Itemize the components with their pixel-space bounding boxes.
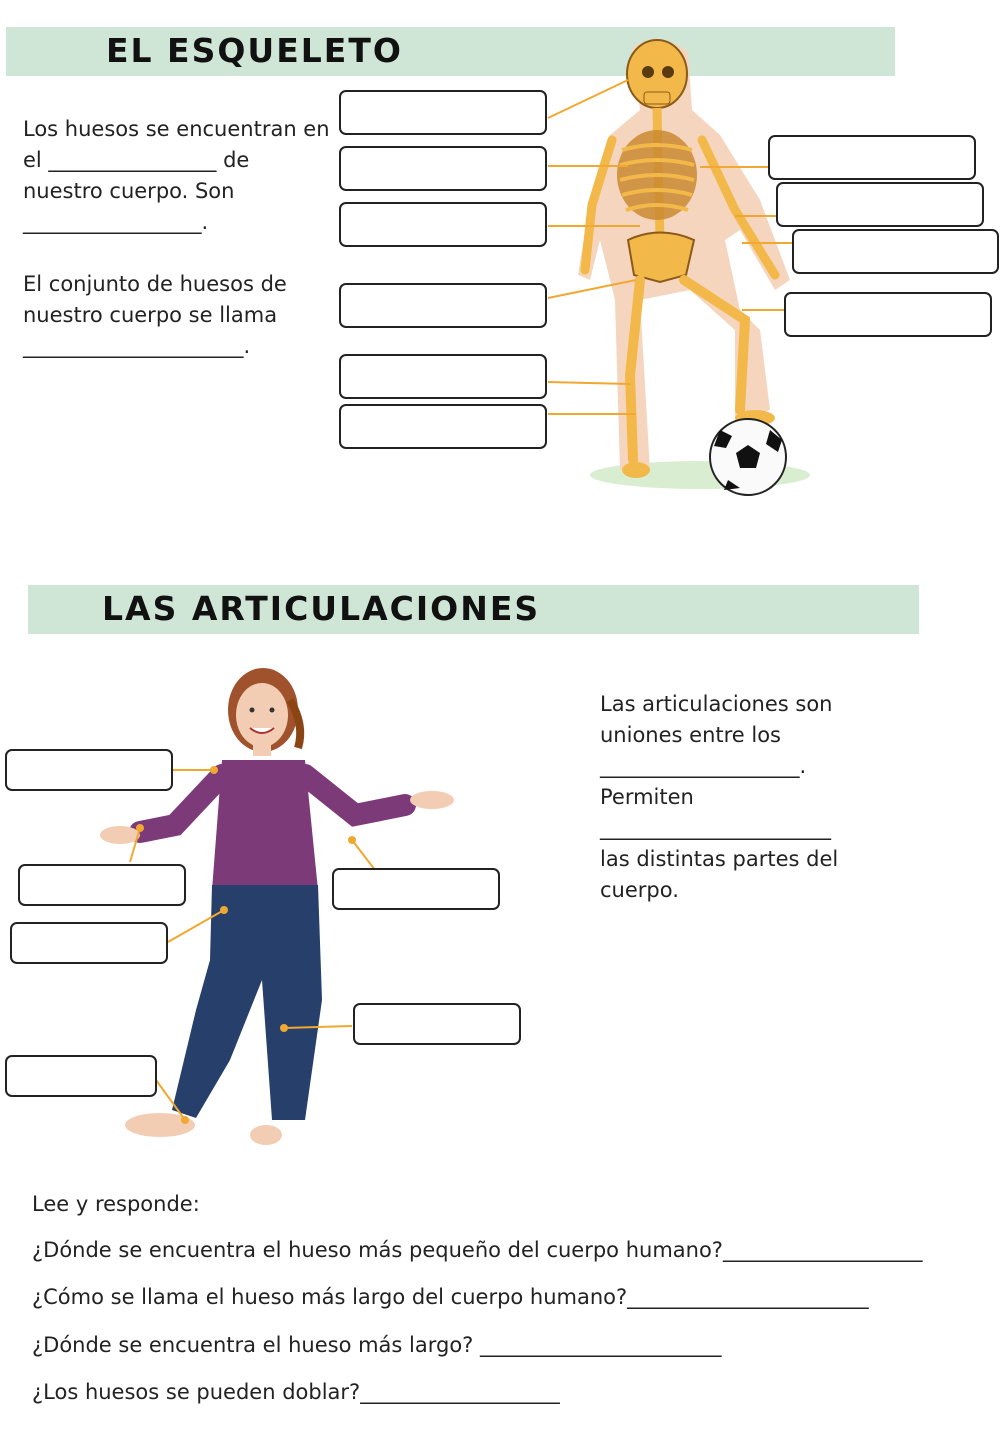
question-4: ¿Los huesos se pueden doblar?___________________ xyxy=(32,1380,560,1404)
section2-title: LAS ARTICULACIONES xyxy=(102,589,541,628)
shirt xyxy=(212,760,318,890)
question-2: ¿Cómo se llama el hueso más largo del cuerpo humano?_______________________ xyxy=(32,1285,869,1309)
text-line: _____________________. xyxy=(23,334,251,358)
questions-intro: Lee y responde: xyxy=(32,1192,200,1216)
right-arm xyxy=(305,775,405,815)
left-hand xyxy=(100,826,140,844)
text-line: El conjunto de huesos de xyxy=(23,272,287,296)
eye xyxy=(270,708,275,713)
text-line: _________________. xyxy=(23,210,209,234)
answer-box-knee[interactable] xyxy=(353,1003,521,1045)
answer-box-wrist[interactable] xyxy=(18,864,186,906)
foot xyxy=(250,1125,282,1145)
section1-title: EL ESQUELETO xyxy=(106,31,403,70)
answer-box-hip[interactable] xyxy=(10,922,168,964)
answer-box-ankle[interactable] xyxy=(5,1055,157,1097)
text-line: ______________________ xyxy=(600,816,831,840)
jeans xyxy=(172,885,322,1120)
question-1: ¿Dónde se encuentra el hueso más pequeño del cuerpo humano?___________________ xyxy=(32,1238,923,1262)
text-line: Permiten xyxy=(600,785,694,809)
answer-box-shoulder[interactable] xyxy=(5,749,173,791)
question-3: ¿Dónde se encuentra el hueso más largo? _______________________ xyxy=(32,1333,722,1357)
text-line: Las articulaciones son xyxy=(600,692,833,716)
right-hand xyxy=(410,791,454,809)
text-line: nuestro cuerpo. Son xyxy=(23,179,235,203)
answer-box-elbow[interactable] xyxy=(332,868,500,910)
face xyxy=(236,683,288,747)
text-line: el ________________ de xyxy=(23,148,250,172)
section2-paragraph xyxy=(600,689,838,906)
text-line: nuestro cuerpo se llama xyxy=(23,303,278,327)
neck xyxy=(253,742,271,756)
text-line: Los huesos se encuentran en xyxy=(23,117,330,141)
eye xyxy=(250,708,255,713)
text-line: cuerpo. xyxy=(600,878,679,902)
text-line: ___________________. xyxy=(600,754,807,778)
text-line: uniones entre los xyxy=(600,723,782,747)
text-line: las distintas partes del xyxy=(600,847,839,871)
